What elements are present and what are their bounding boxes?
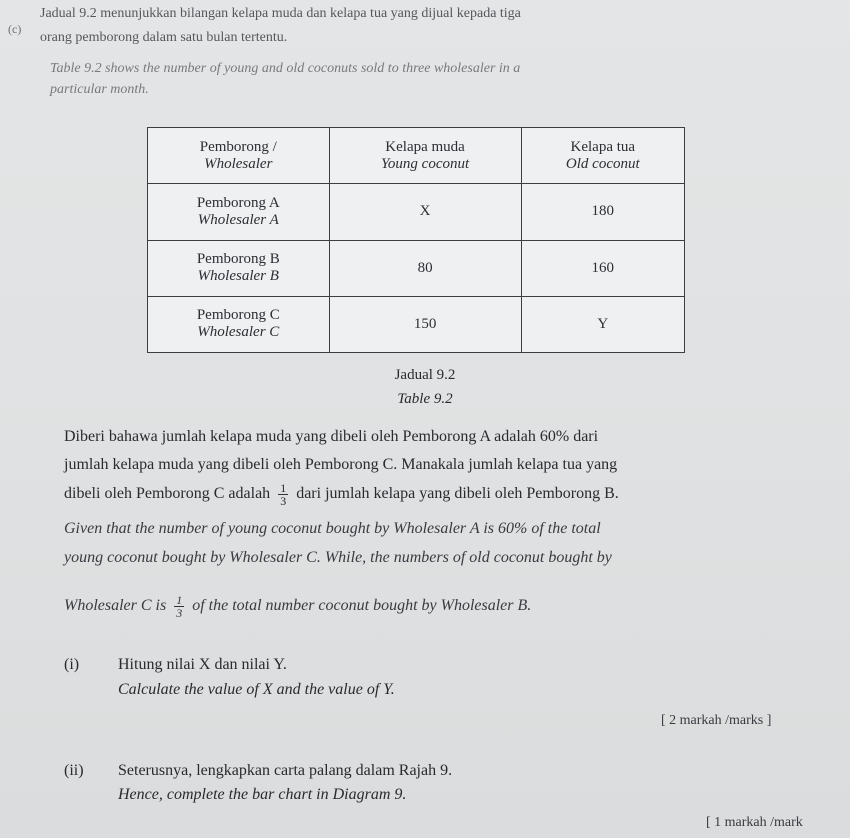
intro-english-line-2: particular month. (50, 82, 149, 97)
fraction-denominator: 3 (280, 494, 287, 508)
header-young-coconut (329, 128, 521, 184)
cell-c-young: 150 (329, 296, 521, 352)
given-malay-line-3 (64, 482, 619, 507)
header-young-ms: Kelapa muda (385, 138, 465, 155)
cell-c-old: Y (521, 296, 684, 352)
given-english-line-3-end: of the total number coconut bought by Wholesaler B. (192, 597, 532, 615)
intro-english-line-1: Table 9.2 shows the number of young and old coconuts sold to three wholesaler in a (50, 61, 521, 76)
cell-b-young: 80 (329, 240, 521, 296)
coconut-sales-table (147, 127, 685, 353)
fraction-numerator: 1 (280, 481, 287, 495)
table-row (148, 296, 685, 352)
table-caption-en: Table 9.2 (397, 391, 453, 407)
row-c-ms: Pemborong C (196, 307, 280, 324)
cell-b-old: 160 (521, 240, 684, 296)
part-label: (c) (8, 22, 22, 36)
fraction-one-third-en (174, 594, 184, 619)
intro-malay-line-2: orang pemborong dalam satu bulan tertentu. (40, 30, 288, 45)
fraction-numerator-en: 1 (176, 593, 183, 607)
header-wholesaler-en: Wholesaler (204, 155, 273, 172)
row-c-en: Wholesaler C (197, 324, 280, 341)
question-2-number: (ii) (64, 762, 84, 779)
intro-malay-line-1: Jadual 9.2 menunjukkan bilangan kelapa muda dan kelapa tua yang dijual kepada tiga (40, 6, 521, 21)
header-old-ms: Kelapa tua (570, 138, 636, 155)
question-1-number: (i) (64, 656, 80, 673)
question-2-malay: Seterusnya, lengkapkan carta palang dalam Rajah 9. (118, 762, 453, 779)
given-malay-line-3-start: dibeli oleh Pemborong C adalah (64, 485, 271, 503)
header-wholesaler (148, 128, 330, 184)
row-wholesaler-a (148, 184, 330, 240)
question-2-marks: [ 1 markah /mark (706, 815, 803, 830)
given-english-line-1: Given that the number of young coconut bought by Wholesaler A is 60% of the total (64, 520, 601, 537)
header-old-en: Old coconut (565, 155, 640, 172)
cell-a-young: X (329, 184, 521, 240)
given-english-line-3-start: Wholesaler C is (64, 597, 167, 615)
row-b-en: Wholesaler B (197, 268, 279, 285)
question-1-english: Calculate the value of X and the value of Y. (118, 681, 395, 698)
given-malay-line-2: jumlah kelapa muda yang dibeli oleh Pemborong C. Manakala jumlah kelapa tua yang (64, 456, 618, 473)
fraction-one-third (278, 482, 288, 507)
row-a-en: Wholesaler A (197, 211, 279, 228)
table-caption-ms: Jadual 9.2 (394, 367, 456, 383)
row-wholesaler-b (148, 240, 330, 296)
header-young-en: Young coconut (380, 155, 470, 172)
table-row (148, 240, 685, 296)
header-wholesaler-ms: Pemborong / (199, 138, 277, 155)
question-1-malay: Hitung nilai X dan nilai Y. (118, 656, 287, 673)
given-english-line-3 (64, 594, 531, 619)
table-header-row (148, 128, 685, 184)
given-malay-line-3-end: dari jumlah kelapa yang dibeli oleh Pemborong B. (296, 485, 619, 503)
given-english-line-2: young coconut bought by Wholesaler C. While, the numbers of old coconut bought by (64, 549, 612, 566)
question-2-english: Hence, complete the bar chart in Diagram 9. (118, 786, 407, 803)
table-row (148, 184, 685, 240)
given-malay-line-1: Diberi bahawa jumlah kelapa muda yang dibeli oleh Pemborong A adalah 60% dari (64, 428, 599, 445)
cell-a-old: 180 (521, 184, 684, 240)
question-1-marks: [ 2 markah /marks ] (661, 713, 772, 728)
row-a-ms: Pemborong A (196, 194, 280, 211)
row-b-ms: Pemborong B (196, 251, 280, 268)
header-old-coconut (521, 128, 684, 184)
row-wholesaler-c (148, 296, 330, 352)
fraction-denominator-en: 3 (176, 606, 183, 620)
